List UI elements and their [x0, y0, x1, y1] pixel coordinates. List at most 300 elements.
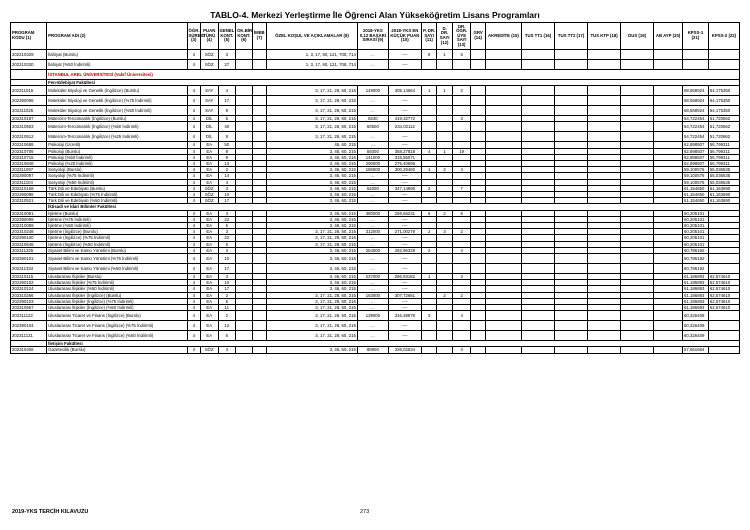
table-cell: Mütercim-Tercümanlık (İngilizce) (%50 İndirimli) — [47, 122, 187, 132]
table-cell: 3, 46, 60, 215 — [267, 264, 358, 274]
table-cell — [621, 264, 654, 274]
table-cell: Uluslararası İlişkiler (İngilizce) (%75 İndirimli) — [47, 298, 187, 304]
table-cell — [485, 264, 521, 274]
table-cell: 305,14664 — [388, 86, 421, 96]
table-cell — [588, 321, 621, 331]
table-cell — [437, 264, 452, 274]
table-cell — [437, 321, 452, 331]
table-cell: 57,651664 — [683, 347, 709, 353]
table-cell: Psikoloji (%50 İndirimli) — [47, 154, 187, 160]
table-cell: 3, 46, 60, 215 — [267, 216, 358, 222]
table-cell: ... — [357, 254, 388, 264]
table-cell — [471, 254, 485, 264]
table-row — [11, 122, 740, 132]
table-cell — [236, 347, 253, 353]
table-cell: Mütercim-Tercümanlık (İngilizce) (Burslu) — [47, 116, 187, 122]
table-cell: DİL — [200, 122, 218, 132]
table-cell: 62,898507 — [683, 161, 709, 167]
table-cell: 254000 — [357, 247, 388, 253]
table-cell — [621, 254, 654, 264]
table-cell: 22 — [218, 216, 236, 222]
table-cell — [452, 122, 471, 132]
table-cell: 202390104 — [11, 321, 47, 331]
table-cell — [236, 106, 253, 116]
table-cell — [588, 106, 621, 116]
table-cell: 3, 17, 21, 28, 60, 215 — [267, 321, 358, 331]
table-cell: 3, 17, 21, 28, 60, 215 — [267, 331, 358, 341]
table-cell: Moleküler Biyoloji ve Genetik (İngilizce) (Burslu) — [47, 86, 187, 96]
table-cell: ---- — [388, 223, 421, 229]
table-cell: Türk Dili ve Edebiyatı (%50 İndirimli) — [47, 198, 187, 204]
table-cell — [522, 50, 555, 60]
table-cell: 60,786192 — [683, 264, 709, 274]
table-cell: 9 — [218, 154, 236, 160]
table-cell: ... — [357, 331, 388, 341]
table-cell: Uluslararası İlişkiler (İngilizce) (Burslu) — [47, 292, 187, 298]
table-cell — [236, 50, 253, 60]
table-cell: İlahiyat (Burslu) — [47, 50, 187, 60]
table-cell: 40 — [218, 122, 236, 132]
table-cell: ... — [357, 235, 388, 241]
table-cell: 4 — [187, 280, 200, 286]
table-cell: 55,036535 — [708, 179, 739, 185]
table-cell: 27 — [218, 60, 236, 70]
table-cell — [708, 254, 739, 264]
table-cell: ---- — [388, 179, 421, 185]
table-cell: 68,568924 — [683, 96, 709, 106]
table-cell: 3 — [437, 229, 452, 235]
table-cell: 315,56071 — [388, 154, 421, 160]
table-cell: ---- — [388, 235, 421, 241]
table-cell — [236, 264, 253, 274]
table-cell: 4 — [187, 305, 200, 311]
table-cell: 3, 17, 21, 28, 60, 215 — [267, 298, 358, 304]
table-cell: ... — [357, 298, 388, 304]
table-cell: 61,163690 — [708, 198, 739, 204]
table-cell: 2 — [452, 229, 471, 235]
table-cell: 3 — [218, 210, 236, 216]
table-cell — [621, 86, 654, 96]
table-cell: EA — [200, 173, 218, 179]
table-cell — [522, 86, 555, 96]
table-cell: 3 — [421, 311, 436, 321]
table-cell — [485, 122, 521, 132]
table-cell: 55,036535 — [708, 167, 739, 173]
table-body — [11, 50, 740, 354]
table-cell: ... — [357, 192, 388, 198]
footer-guide-title: 2019-YKS TERCİH KILAVUZU — [12, 509, 89, 515]
table-cell — [421, 347, 436, 353]
table-cell — [437, 60, 452, 70]
column-header: GRV (14) — [471, 23, 485, 50]
table-cell — [252, 122, 266, 132]
table-cell: 4 — [218, 86, 236, 96]
table-cell: 68,568924 — [683, 106, 709, 116]
table-cell: 202390101 — [11, 254, 47, 264]
column-header: PROGRAM ADI (2) — [47, 23, 187, 50]
page-title: TABLO-4. Merkezi Yerleştirme İle Öğrenci Alan Yükseköğretim Lisans Programları — [210, 10, 540, 20]
table-cell: SÖZ — [200, 192, 218, 198]
table-cell: Sosyoloji (Burslu) — [47, 167, 187, 173]
table-cell — [654, 122, 683, 132]
table-cell — [236, 132, 253, 142]
table-cell — [471, 96, 485, 106]
table-cell: 17 — [218, 198, 236, 204]
table-cell: 64,175350 — [708, 96, 739, 106]
table-cell: 2 — [421, 247, 436, 253]
table-cell: 4 — [187, 142, 200, 148]
table-cell — [654, 60, 683, 70]
table-cell — [421, 96, 436, 106]
table-cell: 307,72651 — [388, 292, 421, 298]
table-cell: ---- — [388, 298, 421, 304]
table-cell — [452, 132, 471, 142]
column-header: D. DR. SAYI (12) — [437, 23, 452, 50]
table-cell: 14 — [218, 173, 236, 179]
table-cell: 3, 46, 60, 215 — [267, 254, 358, 264]
table-cell: Türk Dili ve Edebiyatı (%75 İndirimli) — [47, 192, 187, 198]
table-cell: 9 — [218, 132, 236, 142]
table-cell: 10 — [218, 280, 236, 286]
table-cell — [437, 254, 452, 264]
table-cell — [708, 50, 739, 60]
table-cell — [621, 132, 654, 142]
table-cell: 5 — [452, 50, 471, 60]
table-cell — [621, 311, 654, 321]
table-cell: 202390102 — [11, 280, 47, 286]
table-cell — [654, 331, 683, 341]
table-cell: 290000 — [357, 161, 388, 167]
table-cell: 4 — [187, 298, 200, 304]
column-header: TUS TT2 (17) — [555, 23, 588, 50]
table-cell: ... — [357, 223, 388, 229]
table-cell — [421, 60, 436, 70]
table-cell: 3, 17, 21, 28, 60, 215 — [267, 305, 358, 311]
table-cell: 300,29460 — [388, 167, 421, 173]
table-cell: 60,205101 — [683, 241, 709, 247]
table-row — [11, 132, 740, 142]
table-cell — [437, 331, 452, 341]
table-cell: ... — [357, 173, 388, 179]
table-cell: 50 — [218, 142, 236, 148]
table-cell — [236, 86, 253, 96]
table-cell: 3, 46, 60, 215 — [267, 179, 358, 185]
table-cell: EA — [200, 241, 218, 247]
table-cell — [252, 60, 266, 70]
table-row — [11, 311, 740, 321]
table-cell — [485, 50, 521, 60]
table-cell: ... — [357, 198, 388, 204]
table-cell: 9 — [218, 106, 236, 116]
table-cell: SAY — [200, 86, 218, 96]
table-cell: 60,205101 — [683, 223, 709, 229]
table-cell: Psikoloji (Burslu) — [47, 148, 187, 154]
table-cell: Gazetecilik (Burslu) — [47, 347, 187, 353]
table-cell: 4 — [187, 198, 200, 204]
table-cell — [437, 96, 452, 106]
table-cell: 4 — [187, 223, 200, 229]
table-cell — [452, 60, 471, 70]
table-cell: 61,154650 — [683, 192, 709, 198]
table-cell: Uluslararası İlişkiler (İngilizce) (%50 İndirimli) — [47, 305, 187, 311]
column-header: PROGRAM KODU (1) — [11, 23, 47, 50]
table-cell: 202311334 — [11, 264, 47, 274]
table-cell: 4 — [452, 247, 471, 253]
table-cell: 6 — [421, 210, 436, 216]
table-cell: 4 — [187, 179, 200, 185]
table-cell — [252, 331, 266, 341]
table-cell: 202310266 — [11, 292, 47, 298]
blank-cell — [11, 70, 47, 80]
table-cell: 4 — [187, 229, 200, 235]
table-cell: EA — [200, 247, 218, 253]
table-cell: 4 — [187, 154, 200, 160]
table-cell: 5 — [218, 298, 236, 304]
table-cell: ---- — [388, 305, 421, 311]
table-cell: 234,02112 — [388, 122, 421, 132]
table-cell — [252, 264, 266, 274]
table-cell: 3, 17, 21, 28, 60, 215 — [267, 86, 358, 96]
table-cell: 12 — [218, 321, 236, 331]
table-cell — [588, 50, 621, 60]
table-cell: EA — [200, 179, 218, 185]
table-cell: 202311097 — [11, 167, 47, 173]
table-cell: 4 — [187, 216, 200, 222]
table-cell: ... — [357, 216, 388, 222]
table-row — [11, 347, 740, 353]
table-cell — [471, 50, 485, 60]
table-cell — [236, 311, 253, 321]
table-cell — [555, 254, 588, 264]
table-cell: 59,100576 — [683, 173, 709, 179]
table-cell — [654, 311, 683, 321]
table-cell: 46, 60, 215 — [267, 142, 358, 148]
table-cell: 5 — [218, 116, 236, 122]
table-cell: EA — [200, 264, 218, 274]
table-cell: 11 — [218, 305, 236, 311]
table-cell: 1 — [437, 50, 452, 60]
table-cell: 17 — [218, 264, 236, 274]
table-cell — [522, 331, 555, 341]
table-cell: SÖZ — [200, 198, 218, 204]
table-cell: EA — [200, 331, 218, 341]
table-cell: 3, 46, 60, 215 — [267, 286, 358, 292]
table-cell: 3, 17, 21, 28, 60, 215 — [267, 241, 358, 247]
table-cell: 60,326409 — [683, 311, 709, 321]
table-cell: EA — [200, 274, 218, 280]
table-cell: 237000 — [357, 274, 388, 280]
table-cell — [555, 122, 588, 132]
table-cell: 202310688 — [11, 142, 47, 148]
table-cell: 59,100576 — [683, 167, 709, 173]
table-cell: 202310548 — [11, 241, 47, 247]
table-cell: 1 — [421, 86, 436, 96]
table-cell: 4 — [187, 148, 200, 154]
table-cell: 202310099 — [11, 223, 47, 229]
table-cell: 4 — [187, 106, 200, 116]
table-cell: 202310169 — [11, 185, 47, 191]
table-cell — [471, 106, 485, 116]
table-cell: 202310512 — [11, 132, 47, 142]
table-cell: ---- — [388, 50, 421, 60]
table-cell: 60,326409 — [683, 331, 709, 341]
table-cell: 61,186893 — [683, 280, 709, 286]
table-cell: 56,799311 — [708, 148, 739, 154]
table-cell: ... — [357, 142, 388, 148]
table-cell: 202311025 — [11, 106, 47, 116]
faculty-name: İletişim Fakültesi — [47, 341, 740, 347]
table-cell: 1 — [437, 86, 452, 96]
table-cell: 62,574610 — [708, 292, 739, 298]
table-cell: 163000 — [357, 292, 388, 298]
table-cell: İşletme (Burslu) — [47, 210, 187, 216]
university-name: İSTANBUL AREL ÜNİVERSİTESİ (Vakıf Üniversitesi) — [47, 70, 740, 80]
table-cell: 62,574610 — [708, 286, 739, 292]
table-cell — [588, 132, 621, 142]
table-cell: EA — [200, 311, 218, 321]
table-cell — [452, 331, 471, 341]
table-cell: 149000 — [357, 86, 388, 96]
table-cell — [236, 321, 253, 331]
table-cell — [588, 96, 621, 106]
table-cell — [621, 96, 654, 106]
table-cell: Moleküler Biyoloji ve Genetik (İngilizce) (%50 İndirimli) — [47, 106, 187, 116]
table-cell: 316,38879 — [388, 311, 421, 321]
table-row — [11, 106, 740, 116]
table-cell: 202311131 — [11, 331, 47, 341]
table-cell — [421, 331, 436, 341]
table-cell: 8 — [421, 50, 436, 60]
table-cell: 2 — [452, 86, 471, 96]
column-header: 2018-YKS 0,12 BAŞARI SIRASI (9) — [357, 23, 388, 50]
column-header: DR. ÖĞR. ÜYE SAYI (13) — [452, 23, 471, 50]
table-cell: 282,96329 — [388, 247, 421, 253]
table-cell: 3, 17, 21, 28, 60, 215 — [267, 292, 358, 298]
table-row — [11, 321, 740, 331]
column-header: DUS (19) — [621, 23, 654, 50]
table-cell: 202310848 — [11, 161, 47, 167]
table-cell: Mütercim-Tercümanlık (İngilizce) (%25 İndirimli) — [47, 132, 187, 142]
table-cell — [708, 347, 739, 353]
table-cell — [471, 331, 485, 341]
table-cell — [555, 106, 588, 116]
table-cell — [485, 106, 521, 116]
column-header: PUAN TÜRÜ (4) — [200, 23, 218, 50]
table-header-row — [11, 23, 740, 50]
table-cell: EA — [200, 142, 218, 148]
table-cell — [588, 264, 621, 274]
table-cell — [683, 50, 709, 60]
table-cell: 4 — [187, 86, 200, 96]
table-cell: EA — [200, 286, 218, 292]
table-cell: 202310521 — [11, 198, 47, 204]
table-cell: 3, 17, 21, 28, 60, 215 — [267, 229, 358, 235]
table-cell: 4 — [187, 247, 200, 253]
table-cell: 3 — [452, 347, 471, 353]
table-cell: EA — [200, 280, 218, 286]
table-cell: SAY — [200, 106, 218, 116]
table-cell: 3 — [218, 247, 236, 253]
table-cell: 202310503 — [11, 122, 47, 132]
table-cell: 358,27818 — [388, 148, 421, 154]
table-cell — [437, 106, 452, 116]
table-row — [11, 86, 740, 96]
table-cell: 2 — [437, 167, 452, 173]
table-cell: 64,175350 — [708, 106, 739, 116]
table-cell: 4 — [187, 173, 200, 179]
table-cell — [654, 321, 683, 331]
table-cell — [252, 254, 266, 264]
table-cell: 4 — [452, 167, 471, 173]
table-cell — [522, 321, 555, 331]
table-cell: ---- — [388, 192, 421, 198]
table-cell: 10 — [218, 192, 236, 198]
table-cell: EA — [200, 321, 218, 331]
table-cell — [708, 311, 739, 321]
table-cell: 61,186893 — [683, 286, 709, 292]
table-cell: 4 — [218, 179, 236, 185]
table-cell: ---- — [388, 198, 421, 204]
table-cell: 1 — [421, 274, 436, 280]
table-cell — [252, 106, 266, 116]
table-cell — [522, 122, 555, 132]
table-cell — [522, 132, 555, 142]
table-cell: 3, 46, 60, 215 — [267, 167, 358, 173]
table-cell: EA — [200, 229, 218, 235]
table-cell: 17 — [218, 96, 236, 106]
table-cell: 88900 — [357, 347, 388, 353]
table-cell: 202310557 — [11, 305, 47, 311]
table-cell: ---- — [388, 216, 421, 222]
table-cell: 3, 46, 60, 215 — [267, 173, 358, 179]
table-cell — [485, 347, 521, 353]
table-cell: 202310715 — [11, 154, 47, 160]
table-cell — [654, 347, 683, 353]
table-cell: 4 — [187, 321, 200, 331]
table-cell: Uluslararası Ticaret ve Finans (İngilizce) (%75 İndirimli) — [47, 321, 187, 331]
table-cell: 8 — [218, 148, 236, 154]
table-cell: 3, 46, 60, 215 — [267, 223, 358, 229]
table-cell — [621, 331, 654, 341]
table-cell: Uluslararası İlişkiler (Burslu) — [47, 274, 187, 280]
university-header-row — [11, 70, 740, 80]
table-cell — [421, 106, 436, 116]
table-cell — [252, 347, 266, 353]
table-cell: ... — [357, 305, 388, 311]
table-cell: 202311122 — [11, 311, 47, 321]
table-cell — [452, 321, 471, 331]
table-cell: 61,163690 — [708, 185, 739, 191]
column-header: AKREDİTE (15) — [485, 23, 521, 50]
table-cell: 202310187 — [11, 116, 47, 122]
table-cell: EA — [200, 298, 218, 304]
column-header: KPSS-2 (22) — [708, 23, 739, 50]
table-cell: ... — [357, 286, 388, 292]
table-cell — [555, 132, 588, 142]
table-cell: ... — [357, 50, 388, 60]
table-cell: 4 — [187, 60, 200, 70]
table-cell: 202390097 — [11, 173, 47, 179]
table-cell: 62,898507 — [683, 142, 709, 148]
table-cell: ---- — [388, 106, 421, 116]
table-cell — [654, 264, 683, 274]
table-cell: SAY — [200, 96, 218, 106]
table-cell — [471, 86, 485, 96]
table-cell: 4 — [187, 347, 200, 353]
table-cell: Uluslararası İlişkiler (%50 İndirimli) — [47, 286, 187, 292]
programs-table — [10, 22, 740, 354]
table-cell: EA — [200, 216, 218, 222]
